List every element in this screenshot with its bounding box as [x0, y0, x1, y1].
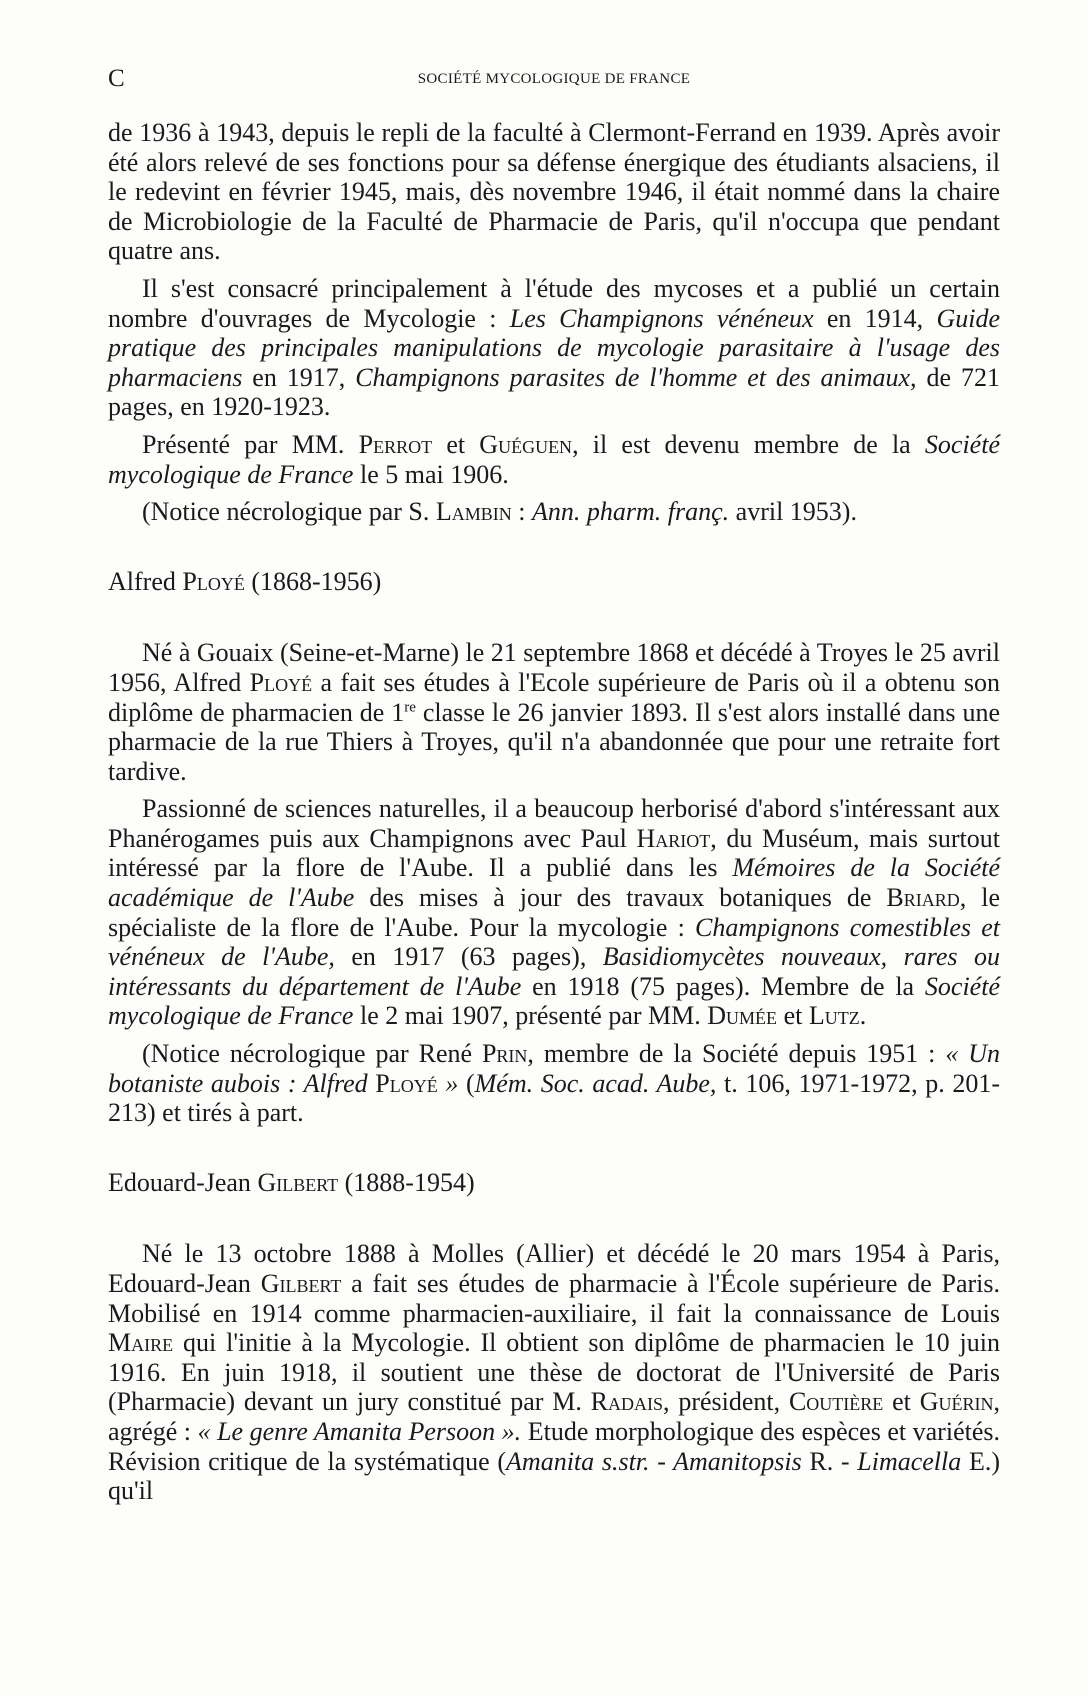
heading-surname: Ployé — [182, 566, 245, 596]
person-name: Guéguen — [479, 429, 573, 459]
text-segment: et — [432, 429, 480, 459]
person-name: Maire — [108, 1328, 174, 1358]
text-segment: qui l'initie à la Mycologie. Il obtient son diplôme de pharmacien le 10 juin 1916. En juin 1918, il soutient une thèse de doctorat de l'Université de Paris (Pharmacie) devant un jury constitué par M. — [108, 1328, 1000, 1417]
person-name: Perrot — [358, 429, 433, 459]
body-text — [108, 118, 1000, 1514]
text-segment: Présenté par MM. — [142, 429, 359, 459]
person-name: Radais — [590, 1387, 664, 1417]
paragraph-ploye-obituary — [108, 1039, 1000, 1128]
text-segment: Né le 13 octobre 1888 à Molles (Allier) et décédé le 20 mars 1954 à Paris, Edouard-Jean — [108, 1239, 1000, 1298]
person-name: Ployé — [249, 667, 313, 697]
text-segment: , agrégé : — [108, 1387, 1000, 1446]
text-segment: le 5 mai 1906. — [353, 459, 509, 489]
person-name: Lambin — [435, 497, 512, 527]
book-title: Champignons comestibles et vénéneux de l'Aube, — [108, 912, 1001, 972]
text-segment: Il s'est consacré principalement à l'étude des mycoses et a publié un certain nombre d'ouvrages de Mycologie : — [108, 273, 1000, 333]
text-segment: a fait ses études à l'Ecole supérieure de Paris où il a obtenu son diplôme de pharmacien de 1 — [108, 667, 1000, 727]
text-segment: , il est devenu membre de la — [572, 429, 925, 459]
heading-first-name: Alfred — [108, 566, 183, 596]
text-segment: en 1914, — [813, 303, 937, 333]
person-name: Guérin — [919, 1387, 994, 1417]
text-segment: classe le 26 janvier 1893. Il s'est alors installé dans une pharmacie de la rue Thiers à Troyes, qu'il n'a abandonnée que pour une retraite fort tardive. — [108, 697, 1000, 786]
heading-dates: (1868-1956) — [244, 566, 382, 596]
paragraph-membership — [108, 430, 1000, 489]
heading-first-name: Edouard-Jean — [108, 1167, 258, 1197]
superscript: re — [404, 698, 416, 715]
journal-title: Mémoires de la Société académique de l'Aube — [108, 853, 1001, 913]
text-segment: . — [859, 1001, 867, 1031]
text-segment: R. - — [801, 1446, 858, 1476]
entry-heading-gilbert — [108, 1168, 1000, 1198]
text-segment: en 1917 (63 pages), — [334, 942, 603, 972]
society-name: Société mycologique de France — [108, 429, 1000, 489]
paragraph-obituary-note — [108, 497, 1000, 527]
text-segment: de 721 pages, en 1920-1923. — [108, 362, 1000, 422]
paragraph-gilbert-bio — [108, 1239, 1000, 1505]
page-number: C — [108, 65, 125, 92]
society-name: Société mycologique de France — [108, 971, 1000, 1031]
text-segment: , du Muséum, mais surtout intéressé par la flore de l'Aube. Il a publié dans les — [108, 823, 1000, 883]
thesis-title: « Le genre Amanita Persoon ». — [197, 1416, 522, 1446]
taxon-name: Limacella — [857, 1446, 962, 1476]
running-head: SOCIÉTÉ MYCOLOGIQUE DE FRANCE — [417, 71, 691, 87]
book-title: Basidiomycètes nouveaux, rares ou intéressants du département de l'Aube — [108, 942, 1000, 1001]
journal-title: Ann. pharm. franç. — [531, 497, 730, 527]
taxon-name: Amanita s.str. - Amanitopsis — [506, 1446, 802, 1476]
text-segment: , le spécialiste de la flore de l'Aube. Pour la mycologie : — [108, 883, 1001, 942]
text-segment: (Notice nécrologique par S. — [142, 497, 436, 527]
text-segment: t. 106, 1971-1972, p. 201-213) et tirés à part. — [108, 1068, 1000, 1128]
person-name: Ployé — [375, 1068, 438, 1098]
paragraph-publications — [108, 274, 1000, 422]
book-title: Les Champignons vénéneux — [509, 303, 814, 333]
journal-title: Mém. Soc. acad. Aube, — [474, 1068, 717, 1098]
text-segment: , président, — [663, 1387, 789, 1417]
text-segment: a fait ses études de pharmacie à l'École supérieure de Paris. Mobilisé en 1914 comme pharmacien-auxiliaire, il fait la connaissance de Louis — [108, 1269, 1000, 1328]
text-segment: en 1917, — [242, 362, 356, 392]
paragraph-text: de 1936 à 1943, depuis le repli de la faculté à Clermont-Ferrand en 1939. Après avoir été alors relevé de ses fonctions pour sa défense énergique des étudiants alsaciens, il le redevint en février 1945, mais, dès novembre 1946, il était nommé dans la chaire de Microbiologie de la Faculté de Pharmacie de Paris, qu'il n'occupa que pendant quatre ans. — [108, 118, 1000, 266]
text-segment: et — [777, 1001, 809, 1031]
heading-surname: Gilbert — [257, 1167, 339, 1197]
text-segment: Passionné de sciences naturelles, il a beaucoup herborisé d'abord s'intéressant aux Phanérogames puis aux Champignons avec Paul — [108, 794, 1000, 853]
text-segment: Etude morphologique des espèces et variétés. Révision critique de la systématique ( — [108, 1416, 1000, 1476]
person-name: Gilbert — [260, 1269, 342, 1298]
text-segment: en 1918 (75 pages). Membre de la — [521, 971, 925, 1001]
heading-dates: (1888-1954) — [338, 1167, 475, 1197]
person-name: Hariot — [636, 823, 711, 853]
text-segment: des mises à jour des travaux botaniques de — [354, 883, 887, 913]
page-header — [108, 64, 1000, 94]
text-segment: le 2 mai 1907, présenté par MM. — [353, 1001, 708, 1031]
paragraph-ploye-bio — [108, 638, 1000, 786]
text-segment: ( — [458, 1068, 475, 1098]
text-segment: (Notice nécrologique par René — [142, 1039, 482, 1069]
person-name: Lutz — [808, 1001, 860, 1031]
text-segment: , membre de la Société depuis 1951 : — [527, 1039, 946, 1069]
text-segment: avril 1953). — [729, 497, 857, 527]
entry-heading-ploye — [108, 567, 1000, 597]
person-name: Dumée — [707, 1001, 778, 1031]
text-segment: : — [511, 497, 532, 527]
paragraph-continuation — [108, 118, 1000, 266]
book-title: Champignons parasites de l'homme et des animaux, — [355, 362, 917, 392]
text-segment: E.) qu'il — [108, 1446, 1000, 1506]
text-segment: Né à Gouaix (Seine-et-Marne) le 21 septembre 1868 et décédé à Troyes le 25 avril 1956, Alfred — [108, 638, 1000, 697]
paragraph-ploye-works — [108, 794, 1000, 1031]
person-name: Prin — [481, 1039, 528, 1069]
person-name: Coutière — [788, 1387, 884, 1417]
text-segment: et — [883, 1387, 920, 1417]
book-title: Guide pratique des principales manipulations de mycologie parasitaire à l'usage des pharmaciens — [108, 303, 1001, 392]
person-name: Briard — [886, 883, 960, 913]
article-title: » — [437, 1068, 459, 1098]
article-title: « Un botaniste aubois : Alfred — [108, 1039, 1001, 1098]
